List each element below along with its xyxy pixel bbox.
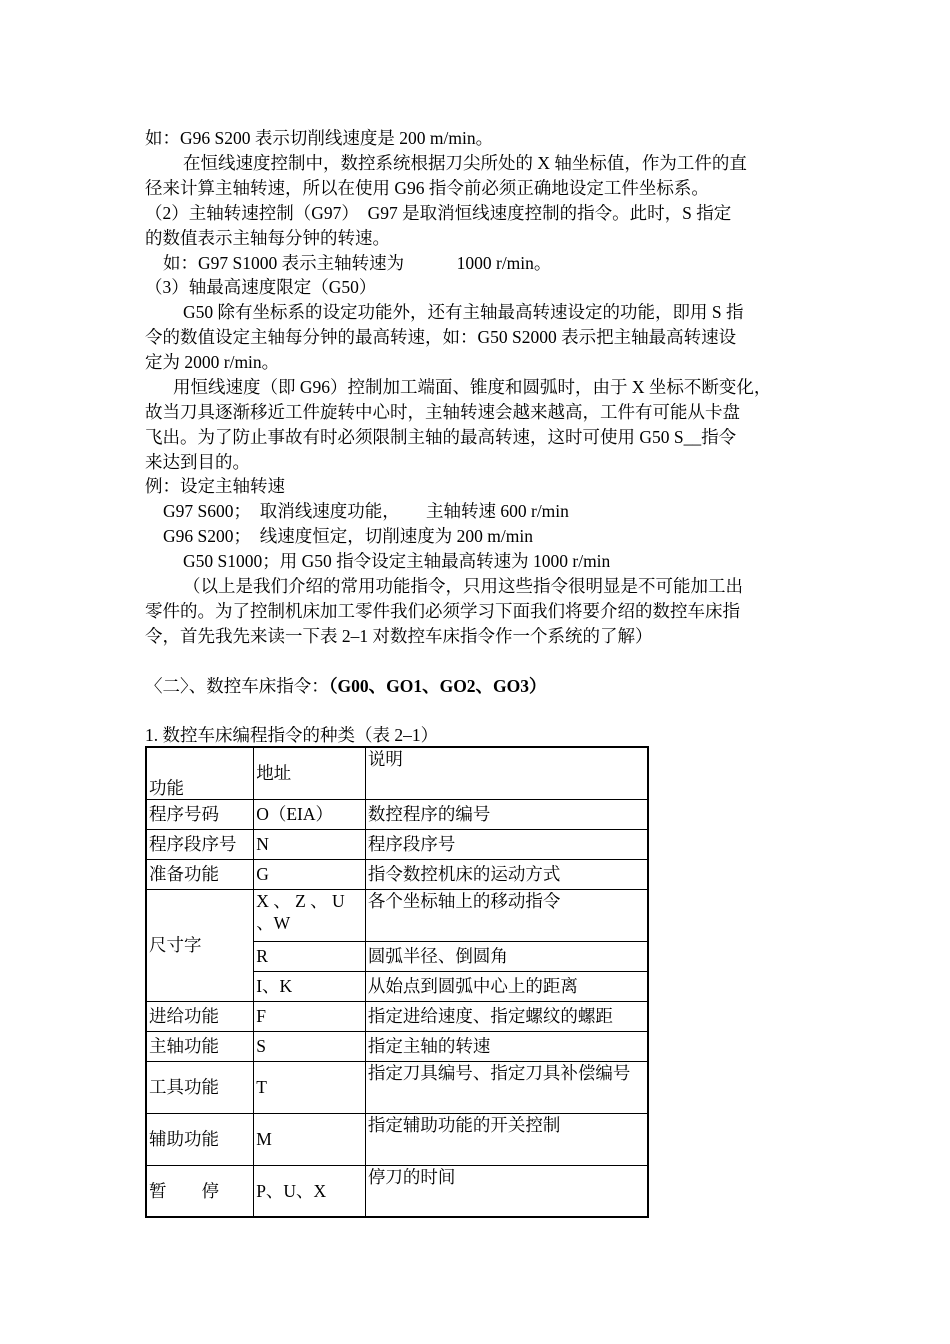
table-cell: 程序段序号 <box>146 829 254 859</box>
table-cell: I、K <box>254 971 366 1001</box>
instruction-table <box>145 746 649 1218</box>
table-row <box>146 799 648 829</box>
table-cell: G <box>254 859 366 889</box>
table-cell: 圆弧半径、倒圆角 <box>365 941 648 971</box>
table-cell: 指定进给速度、指定螺纹的螺距 <box>365 1001 648 1031</box>
table-header-row <box>146 747 648 799</box>
table-cell: 指令数控机床的运动方式 <box>365 859 648 889</box>
section-heading <box>145 674 547 698</box>
paragraph-line: 零件的。为了控制机床加工零件我们必须学习下面我们将要介绍的数控车床指 <box>145 601 740 621</box>
paragraph-line: G50 S1000；用 G50 指令设定主轴最高转速为 1000 r/min <box>183 551 611 571</box>
paragraph-line: 的数值表示主轴每分钟的转速。 <box>145 228 390 248</box>
table-cell: 辅助功能 <box>146 1113 254 1165</box>
table-cell: 工具功能 <box>146 1061 254 1113</box>
paragraph-line: 例：设定主轴转速 <box>145 476 285 496</box>
paragraph-line: 如：G97 S1000 表示主轴转速为 1000 r/min。 <box>163 253 552 273</box>
table-cell: 指定辅助功能的开关控制 <box>365 1113 648 1165</box>
table-cell: S <box>254 1031 366 1061</box>
table-cell: R <box>254 941 366 971</box>
header-cell: 说明 <box>365 747 648 799</box>
table-cell: P、U、X <box>254 1165 366 1217</box>
table-row <box>146 859 648 889</box>
table-cell: 从始点到圆弧中心上的距离 <box>365 971 648 1001</box>
paragraph-line: （以上是我们介绍的常用功能指令，只用这些指令很明显是不可能加工出 <box>183 576 743 596</box>
paragraph-line: 飞出。为了防止事故有时必须限制主轴的最高转速，这时可使用 G50 S__指令 <box>145 427 737 447</box>
table-row <box>146 1061 648 1113</box>
section-heading-prefix: 〈二〉、数控车床指令： <box>145 676 329 696</box>
table-cell: 暂 停 <box>146 1165 254 1217</box>
table-row <box>146 829 648 859</box>
paragraph-line: 令，首先我先来读一下表 2–1 对数控车床指令作一个系统的了解） <box>145 626 653 646</box>
table-row <box>146 1165 648 1217</box>
paragraph-line: （2）主轴转速控制（G97） G97 是取消恒线速度控制的指令。此时，S 指定 <box>145 203 732 223</box>
table-cell: 停刀的时间 <box>365 1165 648 1217</box>
table-cell: 准备功能 <box>146 859 254 889</box>
table-cell: M <box>254 1113 366 1165</box>
header-cell: 功能 <box>146 747 254 799</box>
table-cell: 程序段序号 <box>365 829 648 859</box>
section-heading-codes: （G00、GO1、GO2、GO3） <box>328 676 547 696</box>
table-cell: 指定主轴的转速 <box>365 1031 648 1061</box>
paragraph-line: 用恒线速度（即 G96）控制加工端面、锥度和圆弧时，由于 X 坐标不断变化， <box>173 377 772 397</box>
table-cell: 指定刀具编号、指定刀具补偿编号 <box>365 1061 648 1113</box>
table-caption: 1. 数控车床编程指令的种类（表 2–1） <box>145 725 439 745</box>
paragraph-line: （3）轴最高速度限定（G50） <box>145 277 377 297</box>
paragraph-line: 径来计算主轴转速，所以在使用 G96 指令前必须正确地设定工件坐标系。 <box>145 178 709 198</box>
table-cell: 尺寸字 <box>146 889 254 1001</box>
table-row <box>146 1113 648 1165</box>
table-cell: 各个坐标轴上的移动指令 <box>365 889 648 941</box>
table-cell: 主轴功能 <box>146 1031 254 1061</box>
paragraph-line: 在恒线速度控制中，数控系统根据刀尖所处的 X 轴坐标值，作为工件的直 <box>183 153 747 173</box>
paragraph-line: 定为 2000 r/min。 <box>145 352 280 372</box>
table-cell: T <box>254 1061 366 1113</box>
table-cell: 程序号码 <box>146 799 254 829</box>
paragraph-line: G96 S200； 线速度恒定，切削速度为 200 m/min <box>163 526 533 546</box>
paragraph-line: 来达到目的。 <box>145 452 250 472</box>
paragraph-line: 令的数值设定主轴每分钟的最高转速，如：G50 S2000 表示把主轴最高转速设 <box>145 327 737 347</box>
table-cell: O（EIA） <box>254 799 366 829</box>
paragraph-line: 故当刀具逐渐移近工件旋转中心时，主轴转速会越来越高，工件有可能从卡盘 <box>145 402 740 422</box>
table-row <box>146 889 648 941</box>
table-cell: N <box>254 829 366 859</box>
table-cell: 数控程序的编号 <box>365 799 648 829</box>
header-cell: 地址 <box>254 747 366 799</box>
table-row <box>146 1031 648 1061</box>
table-row <box>146 1001 648 1031</box>
table-cell: X 、 Z 、 U 、W <box>254 889 366 941</box>
table-cell: F <box>254 1001 366 1031</box>
paragraph-line: G50 除有坐标系的设定功能外，还有主轴最高转速设定的功能，即用 S 指 <box>183 302 744 322</box>
table-cell: 进给功能 <box>146 1001 254 1031</box>
paragraph-line: 如：G96 S200 表示切削线速度是 200 m/min。 <box>145 128 494 148</box>
paragraph-line: G97 S600； 取消线速度功能， 主轴转速 600 r/min <box>163 501 569 521</box>
